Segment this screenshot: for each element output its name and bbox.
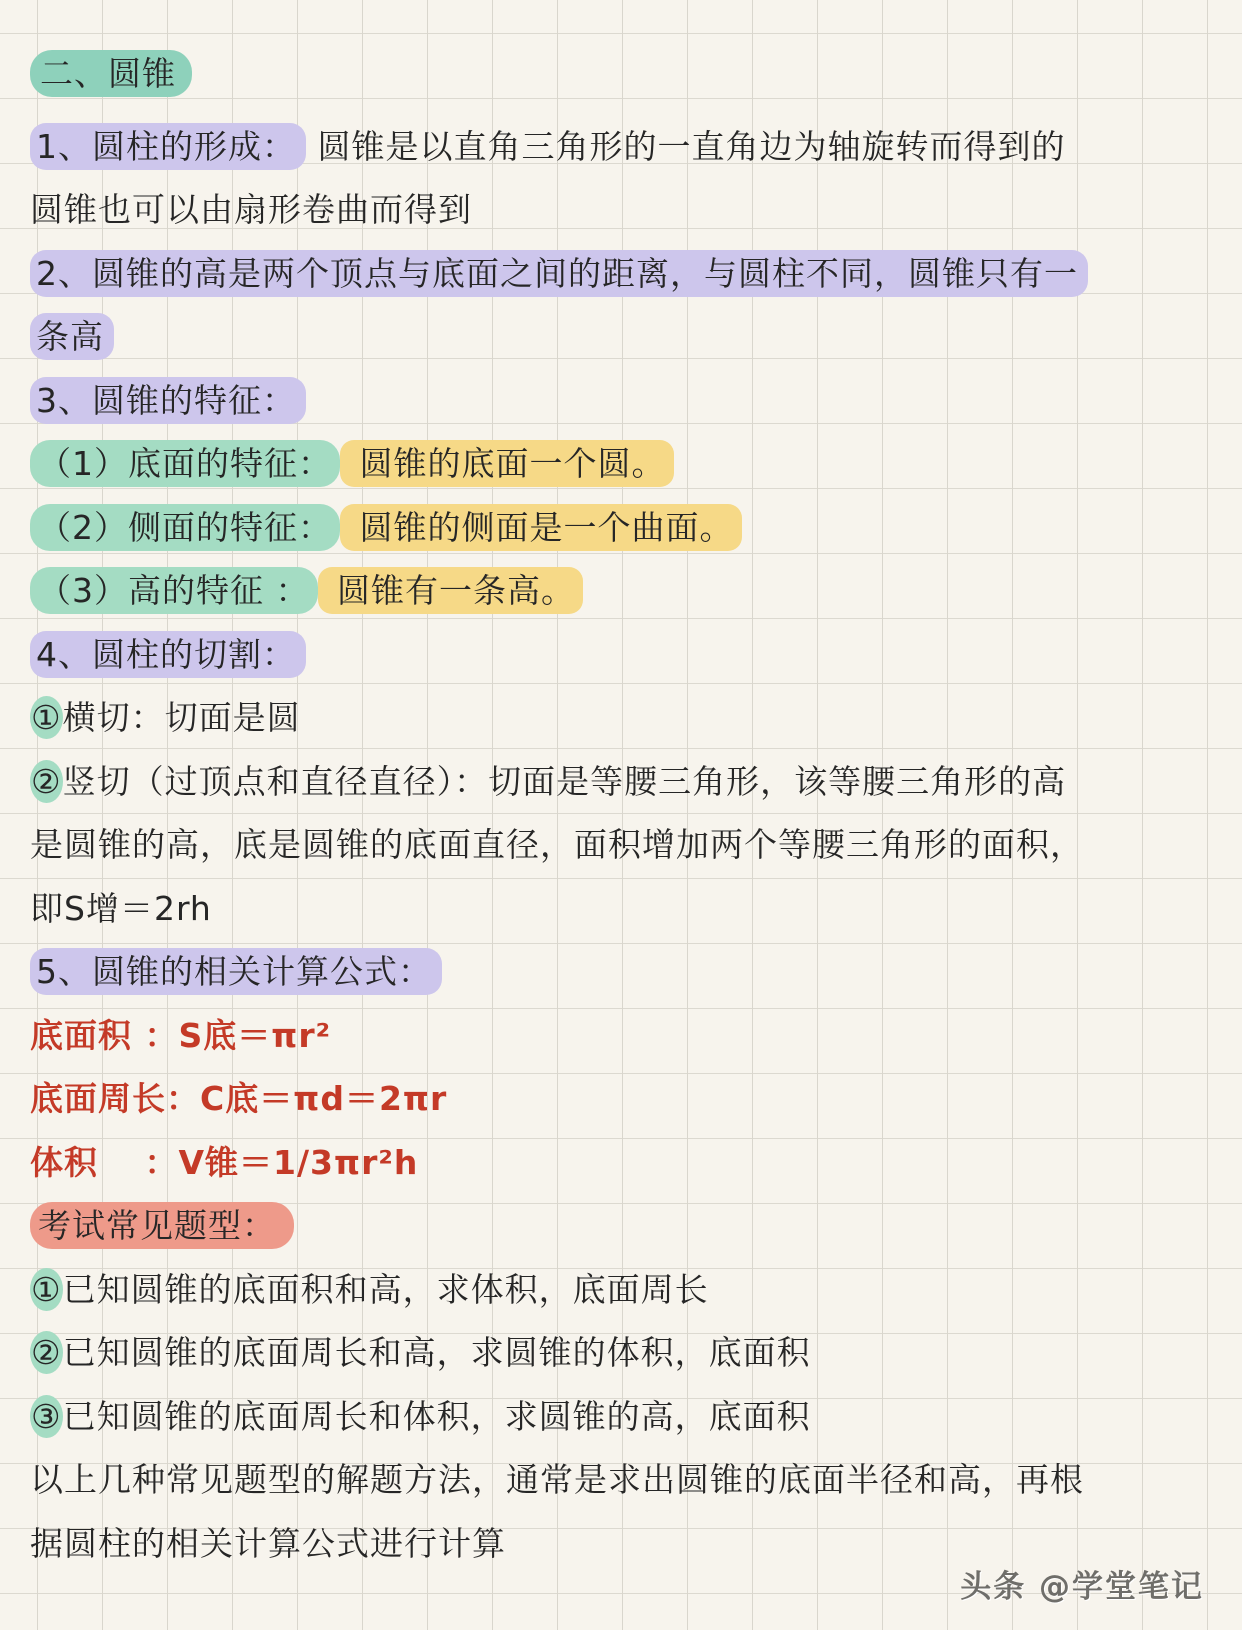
- note-line-11: [30, 750, 1222, 814]
- note-line-16: [30, 1067, 1222, 1131]
- feature-value: 圆锥的侧面是一个曲面。: [340, 504, 742, 551]
- text-segment: 是圆锥的高，底是圆锥的底面直径，面积增加两个等腰三角形的面积，: [30, 825, 1084, 864]
- note-line-5: [30, 369, 1222, 433]
- text-segment: 已知圆锥的底面积和高，求体积，底面周长: [62, 1269, 709, 1309]
- feature-label: （2）侧面的特征：: [30, 504, 340, 551]
- circled-number-2: ②: [31, 1333, 62, 1372]
- highlighted-statement: 条高: [30, 313, 114, 360]
- subheading-features: 3、圆锥的特征：: [30, 377, 306, 424]
- feature-value: 圆锥的底面一个圆。: [340, 440, 674, 487]
- note-line-15: [30, 1004, 1222, 1068]
- note-line-22: [30, 1448, 1222, 1512]
- text-segment: 已知圆锥的底面周长和体积，求圆锥的高，底面积: [62, 1396, 811, 1436]
- subheading-formation: 1、圆柱的形成：: [30, 123, 306, 170]
- watermark: 头条 @学堂笔记: [960, 1569, 1204, 1605]
- formula-base-area: 底面积 ：S底＝πr²: [30, 1015, 332, 1055]
- section-title: 二、圆锥: [30, 50, 192, 97]
- text-segment: 竖切（过顶点和直径直径）：切面是等腰三角形，该等腰三角形的高: [62, 761, 1067, 801]
- note-line-3: [30, 242, 1222, 306]
- note-line-8: [30, 559, 1222, 623]
- note-line-10: [30, 686, 1222, 750]
- text-segment: 以上几种常见题型的解题方法，通常是求出圆锥的底面半径和高，再根: [30, 1460, 1084, 1499]
- note-line-12: [30, 813, 1222, 877]
- circled-number-3: ③: [31, 1396, 62, 1436]
- note-line-2: [30, 178, 1222, 242]
- text-segment: 已知圆锥的底面周长和高，求圆锥的体积，底面积: [62, 1333, 811, 1372]
- note-line-7: [30, 496, 1222, 560]
- note-line-13: [30, 877, 1222, 941]
- note-content: [30, 42, 1222, 1575]
- note-line-4: [30, 305, 1222, 369]
- note-line-6: [30, 432, 1222, 496]
- feature-label: （3）高的特征 ：: [30, 567, 318, 614]
- text-segment: 圆锥也可以由扇形卷曲而得到: [30, 190, 472, 229]
- circled-number-1: ①: [31, 1269, 62, 1309]
- circled-number-1: ①: [31, 698, 62, 737]
- note-line-1: [30, 115, 1222, 179]
- note-line-18: [30, 1194, 1222, 1258]
- formula-volume: 体积 ：V锥＝1/3πr²h: [30, 1142, 419, 1182]
- note-line-9: [30, 623, 1222, 687]
- note-line-17: [30, 1131, 1222, 1195]
- subheading-cutting: 4、圆柱的切割：: [30, 631, 306, 678]
- subheading-exam-types: 考试常见题型：: [30, 1202, 294, 1249]
- highlighted-statement: 2、圆锥的高是两个顶点与底面之间的距离，与圆柱不同，圆锥只有一: [30, 250, 1088, 297]
- section-title-line: [30, 42, 1222, 106]
- note-line-21: [30, 1385, 1222, 1449]
- feature-label: （1）底面的特征：: [30, 440, 340, 487]
- note-line-14: [30, 940, 1222, 1004]
- text-segment: 圆锥是以直角三角形的一直角边为轴旋转而得到的: [306, 126, 1066, 166]
- subheading-formulas: 5、圆锥的相关计算公式：: [30, 948, 442, 995]
- text-segment: 横切：切面是圆: [62, 698, 301, 737]
- formula-base-circumference: 底面周长：C底＝πd＝2πr: [30, 1079, 448, 1118]
- text-segment: 据圆柱的相关计算公式进行计算: [30, 1523, 506, 1563]
- note-line-19: [30, 1258, 1222, 1322]
- feature-value: 圆锥有一条高。: [318, 567, 584, 614]
- circled-number-2: ②: [31, 761, 62, 801]
- note-line-20: [30, 1321, 1222, 1385]
- formula-s-increase: 即S增＝2rh: [30, 888, 212, 928]
